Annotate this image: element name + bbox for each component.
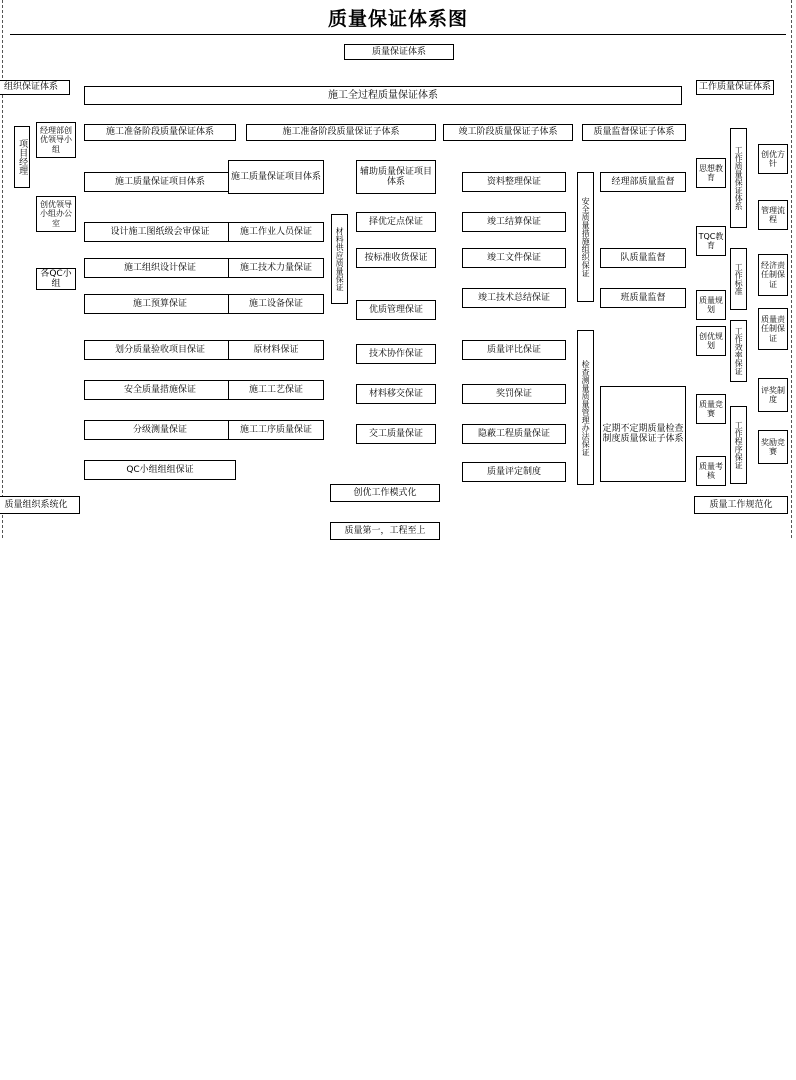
node-bottom-right: 质量工作规范化 xyxy=(694,496,788,514)
node-col5-long: 定期不定期质量检查制度质量保证子体系 xyxy=(600,386,686,482)
node-bottom-mid: 创优工作模式化 xyxy=(330,484,440,502)
node-right-c1-1: TQC教育 xyxy=(696,226,726,256)
connector xyxy=(0,120,1,156)
node-completion-stage-header: 竣工阶段质量保证子体系 xyxy=(443,124,573,141)
node-qc-office: 创优领导小组办公室 xyxy=(36,196,76,232)
node-right-c4-5: 奖励竞赛 xyxy=(758,430,788,464)
node-col4-0: 资料整理保证 xyxy=(462,172,566,192)
page-title: 质量保证体系图 xyxy=(327,8,468,30)
connector xyxy=(0,156,1,468)
node-right-c1-4: 质量竞赛 xyxy=(696,394,726,424)
node-col1-2: 施工组织设计保证 xyxy=(84,258,236,278)
connector xyxy=(0,468,1,873)
node-col1-3: 施工预算保证 xyxy=(84,294,236,314)
node-bottom-final: 质量第一，工程至上 xyxy=(330,522,440,540)
node-right-c4-3: 质量责任制保证 xyxy=(758,308,788,350)
node-col2-4: 施工工艺保证 xyxy=(228,380,324,400)
node-col1-7: QC小组组组保证 xyxy=(84,460,236,480)
node-col4-side: 安全质量措施组织保证 xyxy=(577,172,594,302)
node-right-c3-0: 工作标准 xyxy=(730,248,747,310)
node-right-c2: 工作质量保证体系 xyxy=(730,128,747,228)
node-bottom-left: 质量组织系统化 xyxy=(0,496,80,514)
node-right-c4-1: 管理流程 xyxy=(758,200,788,230)
node-supervision-header: 质量监督保证子体系 xyxy=(582,124,686,141)
node-col3-3: 技术协作保证 xyxy=(356,344,436,364)
connector xyxy=(0,51,1,82)
node-col5-1: 队质量监督 xyxy=(600,248,686,268)
connector xyxy=(0,929,1,1080)
connector xyxy=(0,917,1,929)
node-col1-5: 安全质量措施保证 xyxy=(84,380,236,400)
node-col4-4: 质量评比保证 xyxy=(462,340,566,360)
connector xyxy=(0,905,1,917)
node-col4-7: 质量评定制度 xyxy=(462,462,566,482)
connector xyxy=(0,873,474,874)
node-qc-groups: 各QC小组 xyxy=(36,268,76,290)
node-col1-4: 划分质量验收项目保证 xyxy=(84,340,236,360)
node-col3-side: 材料供应质量保证 xyxy=(331,214,348,304)
node-col4-side2: 检查测量质量管理办法保证 xyxy=(577,330,594,485)
node-right-c3-2: 工作程序保证 xyxy=(730,406,747,484)
node-col5-2: 班质量监督 xyxy=(600,288,686,308)
node-right-c1-3: 创优规划 xyxy=(696,326,726,356)
connector xyxy=(0,893,1,905)
node-right-c3-1: 工作效率保证 xyxy=(730,320,747,382)
node-col3-2: 优质管理保证 xyxy=(356,300,436,320)
node-col5-0: 经理部质量监督 xyxy=(600,172,686,192)
node-col4-5: 奖罚保证 xyxy=(462,384,566,404)
node-org-system: 组织保证体系 xyxy=(0,80,70,95)
node-right-c4-4: 评奖制度 xyxy=(758,378,788,412)
node-prep-stage-header: 施工准备阶段质量保证体系 xyxy=(84,124,236,141)
node-right-c1-0: 思想教育 xyxy=(696,158,726,188)
node-col2-2: 施工设备保证 xyxy=(228,294,324,314)
node-col4-3: 竣工技术总结保证 xyxy=(462,288,566,308)
node-project-manager: 项目经理 xyxy=(14,126,30,188)
node-right-c1-5: 质量考核 xyxy=(696,456,726,486)
node-col3-0: 择优定点保证 xyxy=(356,212,436,232)
node-root: 质量保证体系 xyxy=(344,44,454,60)
node-col3-4: 材料移交保证 xyxy=(356,384,436,404)
node-col3-1: 按标准收货保证 xyxy=(356,248,436,268)
node-right-c1-2: 质量规划 xyxy=(696,290,726,320)
node-col4-6: 隐蔽工程质量保证 xyxy=(462,424,566,444)
node-qc-leader-group: 经理部创优领导小组 xyxy=(36,122,76,158)
node-col3-header: 辅助质量保证项目体系 xyxy=(356,160,436,194)
node-col4-2: 竣工文件保证 xyxy=(462,248,566,268)
connector xyxy=(0,39,1,51)
node-process-system: 施工全过程质量保证体系 xyxy=(84,86,682,105)
node-col3-5: 交工质量保证 xyxy=(356,424,436,444)
node-col1-1: 设计施工图纸级会审保证 xyxy=(84,222,236,242)
node-col1-6: 分级测量保证 xyxy=(84,420,236,440)
node-work-quality-system: 工作质量保证体系 xyxy=(696,80,774,95)
node-col4-1: 竣工结算保证 xyxy=(462,212,566,232)
node-right-c4-0: 创优方针 xyxy=(758,144,788,174)
node-construct-stage-header: 施工准备阶段质量保证子体系 xyxy=(246,124,436,141)
node-right-c4-2: 经济责任制保证 xyxy=(758,254,788,296)
title-divider xyxy=(10,34,786,35)
node-col2-header: 施工质量保证项目体系 xyxy=(228,160,324,194)
node-col2-5: 施工工序质量保证 xyxy=(228,420,324,440)
node-col2-0: 施工作业人员保证 xyxy=(228,222,324,242)
node-col1-0: 施工质量保证项目体系 xyxy=(84,172,236,192)
node-col2-1: 施工技术力量保证 xyxy=(228,258,324,278)
connector xyxy=(0,874,1,893)
node-col2-3: 原材料保证 xyxy=(228,340,324,360)
